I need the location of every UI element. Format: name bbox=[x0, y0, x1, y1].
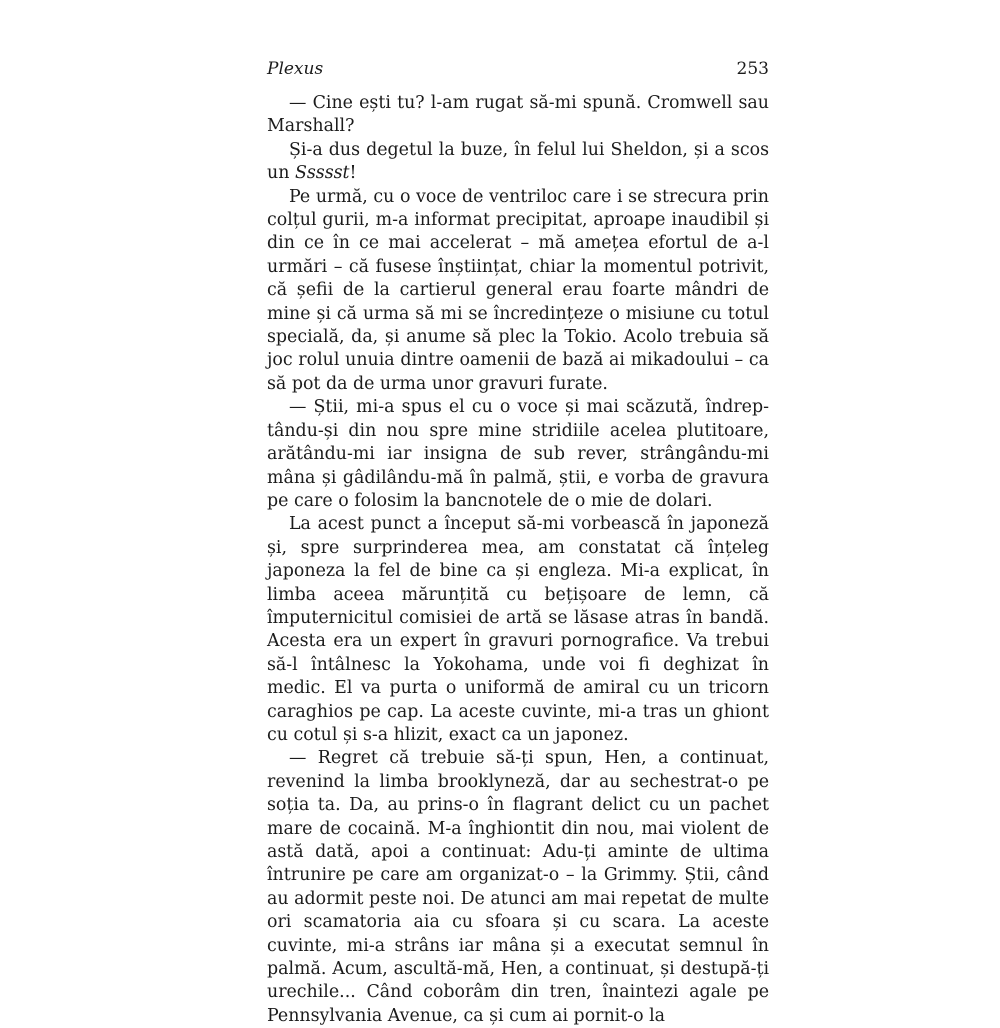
running-title: Plexus bbox=[267, 59, 324, 79]
emphasized-word: Ssssst bbox=[294, 163, 350, 184]
paragraph: Pe urmă, cu o voce de ventriloc care i se strecura prin colțul gurii, m-a informat precipitat, aproape inaudibil și din ce în ce mai accelerat – mă amețea efortul de a-l urmări – că fusese înștiințat, chiar la momentul potrivit, că șefii de la cartierul general erau foarte mândri de mine și că urma să mi se încredințeze o misiune cu totul specială, da, și anume să plec la Tokio. Acolo trebuia să joc rolul unuia dintre oamenii de bază ai mikadoului – ca să pot da de urma unor gravuri furate. bbox=[267, 186, 769, 394]
book-page bbox=[267, 58, 769, 1028]
paragraph bbox=[267, 139, 769, 186]
paragraph-text: Și-a dus degetul la buze, în felul lui Sheldon, și a scos un bbox=[267, 139, 769, 184]
running-head bbox=[267, 58, 769, 80]
paragraph: — Cine ești tu? l-am rugat să-mi spună. Cromwell sau Marshall? bbox=[267, 93, 769, 137]
punctuation: ! bbox=[349, 163, 357, 184]
body-text bbox=[267, 92, 769, 1028]
paragraph: — Știi, mi-a spus el cu o voce și mai scăzută, îndreptându-și din nou spre mine stridiile acelea plutitoare, arătându-mi iar insigna de sub rever, strângându-mi mâna și gâdilându-mă în palmă, știi, e vorba de gravura pe care o folosim la bancnotele de o mie de dolari. bbox=[267, 397, 769, 511]
page-number: 253 bbox=[736, 59, 769, 79]
paragraph: — Regret că trebuie să-ți spun, Hen, a continuat, revenind la limba brooklyneză, dar au sechestrat-o pe soția ta. Da, au prins-o în flagrant delict cu un pachet mare de cocaină. M-a înghiontit din nou, mai violent de astă dată, apoi a continuat: Adu-ți aminte de ultima întrunire pe care am organizat-o – la Grimmy. Știi, când au adormit peste noi. De atunci am mai repetat de multe ori scamatoria aia cu sfoara și cu scara. La aceste cuvinte, mi-a strâns iar mâna și a executat semnul în palmă. Acum, ascultă-mă, Hen, a continuat, și destupă-ți urechile... Când coborâm din tren, înaintezi agale pe Pennsylvania Avenue, ca și cum ai pornit-o la bbox=[267, 748, 769, 1026]
paragraph: La acest punct a început să-mi vorbească în japoneză și, spre surprinderea mea, am constatat că înțeleg japoneza la fel de bine ca și engleza. Mi-a explicat, în limba aceea mărunțită cu bețișoare de lemn, că împuternicitul comisiei de artă se lăsase atras în bandă. Acesta era un expert în gravuri pornografice. Va trebui să-l întâlnesc la Yokohama, unde voi fi deghizat în medic. El va purta o uniformă de amiral cu un tricorn caraghios pe cap. La aceste cuvinte, mi-a tras un ghiont cu cotul și s-a hlizit, exact ca un japonez. bbox=[267, 514, 769, 745]
